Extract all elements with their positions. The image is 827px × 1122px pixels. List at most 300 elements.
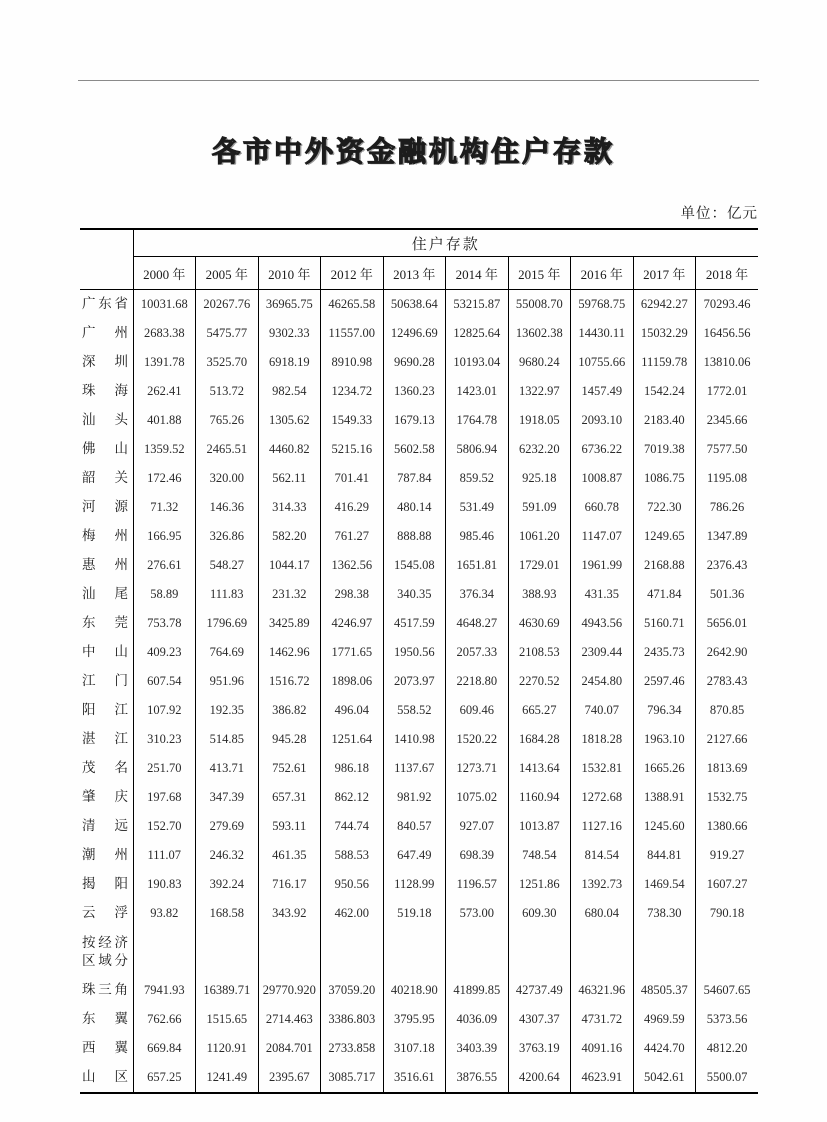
data-cell: 2454.80: [571, 667, 634, 696]
data-cell: 1362.56: [321, 551, 384, 580]
year-column-header: 2017 年: [633, 257, 696, 290]
data-cell: 3425.89: [258, 609, 321, 638]
data-cell: 607.54: [133, 667, 196, 696]
data-cell: 501.36: [696, 580, 759, 609]
data-cell: 2270.52: [508, 667, 571, 696]
year-column-header: 2013 年: [383, 257, 446, 290]
data-cell: 786.26: [696, 493, 759, 522]
data-cell: 1234.72: [321, 377, 384, 406]
row-label-cell: [80, 1063, 133, 1093]
data-cell: 36965.75: [258, 290, 321, 320]
data-cell: 1457.49: [571, 377, 634, 406]
data-cell: 320.00: [196, 464, 259, 493]
data-cell: [508, 928, 571, 976]
data-cell: 50638.64: [383, 290, 446, 320]
data-cell: 107.92: [133, 696, 196, 725]
data-cell: 46321.96: [571, 976, 634, 1005]
data-cell: 12496.69: [383, 319, 446, 348]
data-cell: 59768.75: [571, 290, 634, 320]
data-cell: 9680.24: [508, 348, 571, 377]
table-body: [80, 290, 758, 1094]
row-label-cell: [80, 1005, 133, 1034]
data-cell: 13810.06: [696, 348, 759, 377]
data-cell: 1127.16: [571, 812, 634, 841]
unit-label: 单位：亿元: [680, 206, 758, 222]
data-cell: 276.61: [133, 551, 196, 580]
data-cell: 279.69: [196, 812, 259, 841]
data-cell: 562.11: [258, 464, 321, 493]
row-label: 汕头: [82, 412, 128, 428]
data-cell: 1305.62: [258, 406, 321, 435]
data-cell: 2683.38: [133, 319, 196, 348]
data-cell: 6232.20: [508, 435, 571, 464]
data-cell: 4648.27: [446, 609, 509, 638]
data-cell: 461.35: [258, 841, 321, 870]
year-column-header: 2014 年: [446, 257, 509, 290]
row-label: 韶关: [82, 470, 128, 486]
row-label: 东翼: [82, 1011, 128, 1027]
data-cell: 1545.08: [383, 551, 446, 580]
row-label: 东莞: [82, 615, 128, 631]
data-cell: 981.92: [383, 783, 446, 812]
data-cell: 2714.463: [258, 1005, 321, 1034]
row-label-cell: [80, 464, 133, 493]
data-cell: 416.29: [321, 493, 384, 522]
data-cell: 7941.93: [133, 976, 196, 1005]
data-cell: 1241.49: [196, 1063, 259, 1093]
data-cell: 3386.803: [321, 1005, 384, 1034]
row-label-cell: [80, 493, 133, 522]
data-cell: [571, 928, 634, 976]
data-cell: [196, 928, 259, 976]
data-cell: 4424.70: [633, 1034, 696, 1063]
data-cell: 7019.38: [633, 435, 696, 464]
row-label-cell: [80, 435, 133, 464]
row-label-cell: [80, 290, 133, 320]
data-cell: 246.32: [196, 841, 259, 870]
data-cell: 1075.02: [446, 783, 509, 812]
table-row: [80, 435, 758, 464]
data-cell: [633, 928, 696, 976]
data-cell: 6736.22: [571, 435, 634, 464]
data-cell: 1684.28: [508, 725, 571, 754]
data-cell: 37059.20: [321, 976, 384, 1005]
row-label: 揭阳: [82, 876, 128, 892]
data-cell: 514.85: [196, 725, 259, 754]
table-row: [80, 667, 758, 696]
data-cell: 1607.27: [696, 870, 759, 899]
data-cell: 2465.51: [196, 435, 259, 464]
data-cell: 1013.87: [508, 812, 571, 841]
data-cell: 870.85: [696, 696, 759, 725]
data-cell: 1147.07: [571, 522, 634, 551]
data-cell: [383, 928, 446, 976]
table-row: [80, 493, 758, 522]
data-cell: 985.46: [446, 522, 509, 551]
data-cell: 3525.70: [196, 348, 259, 377]
data-cell: 4812.20: [696, 1034, 759, 1063]
data-cell: 582.20: [258, 522, 321, 551]
data-cell: 665.27: [508, 696, 571, 725]
table-row: [80, 406, 758, 435]
data-cell: 573.00: [446, 899, 509, 928]
data-cell: 2168.88: [633, 551, 696, 580]
data-cell: 1532.75: [696, 783, 759, 812]
data-cell: 4460.82: [258, 435, 321, 464]
year-column-header: 2005 年: [196, 257, 259, 290]
row-label: 湛江: [82, 731, 128, 747]
row-label: 按经济区域分: [82, 934, 128, 968]
row-label: 潮州: [82, 847, 128, 863]
data-cell: [321, 928, 384, 976]
row-label-cell: [80, 580, 133, 609]
table-row: [80, 348, 758, 377]
data-cell: 1272.68: [571, 783, 634, 812]
data-cell: 2642.90: [696, 638, 759, 667]
data-cell: 1359.52: [133, 435, 196, 464]
data-cell: 146.36: [196, 493, 259, 522]
year-column-header: 2000 年: [133, 257, 196, 290]
data-cell: [258, 928, 321, 976]
data-cell: 1391.78: [133, 348, 196, 377]
table-row: [80, 551, 758, 580]
row-label-cell: [80, 841, 133, 870]
group-header-row: [80, 229, 758, 257]
data-cell: 2084.701: [258, 1034, 321, 1063]
data-cell: 740.07: [571, 696, 634, 725]
row-label-cell: [80, 406, 133, 435]
data-cell: 376.34: [446, 580, 509, 609]
data-cell: 46265.58: [321, 290, 384, 320]
data-cell: 11159.78: [633, 348, 696, 377]
data-cell: 844.81: [633, 841, 696, 870]
data-cell: 3876.55: [446, 1063, 509, 1093]
data-cell: 1813.69: [696, 754, 759, 783]
data-cell: 558.52: [383, 696, 446, 725]
data-cell: 1120.91: [196, 1034, 259, 1063]
data-cell: 431.35: [571, 580, 634, 609]
data-cell: 7577.50: [696, 435, 759, 464]
data-cell: 1772.01: [696, 377, 759, 406]
data-cell: 8910.98: [321, 348, 384, 377]
data-cell: 925.18: [508, 464, 571, 493]
data-cell: 190.83: [133, 870, 196, 899]
table-row: [80, 812, 758, 841]
data-cell: 1273.71: [446, 754, 509, 783]
table-row: [80, 377, 758, 406]
data-cell: 20267.76: [196, 290, 259, 320]
row-label: 珠海: [82, 383, 128, 399]
data-cell: 951.96: [196, 667, 259, 696]
table-row: [80, 522, 758, 551]
row-label-cell: [80, 667, 133, 696]
data-cell: 753.78: [133, 609, 196, 638]
data-cell: 4036.09: [446, 1005, 509, 1034]
top-divider: [78, 80, 759, 81]
row-label: 汕尾: [82, 586, 128, 602]
data-cell: 591.09: [508, 493, 571, 522]
data-cell: 48505.37: [633, 976, 696, 1005]
data-cell: 1898.06: [321, 667, 384, 696]
data-cell: 4943.56: [571, 609, 634, 638]
row-label-cell: [80, 870, 133, 899]
table-row: [80, 783, 758, 812]
row-label-cell: [80, 551, 133, 580]
year-column-header: 2015 年: [508, 257, 571, 290]
table-row: [80, 319, 758, 348]
data-cell: 347.39: [196, 783, 259, 812]
data-cell: 1423.01: [446, 377, 509, 406]
data-cell: 1196.57: [446, 870, 509, 899]
data-cell: 3403.39: [446, 1034, 509, 1063]
data-cell: 716.17: [258, 870, 321, 899]
data-cell: 519.18: [383, 899, 446, 928]
table-row: [80, 1034, 758, 1063]
data-cell: 197.68: [133, 783, 196, 812]
data-cell: 1516.72: [258, 667, 321, 696]
data-cell: 14430.11: [571, 319, 634, 348]
data-cell: 2073.97: [383, 667, 446, 696]
data-cell: 93.82: [133, 899, 196, 928]
data-cell: 29770.920: [258, 976, 321, 1005]
data-cell: 888.88: [383, 522, 446, 551]
row-label: 中山: [82, 644, 128, 660]
data-cell: 647.49: [383, 841, 446, 870]
data-cell: 5215.16: [321, 435, 384, 464]
data-cell: 4307.37: [508, 1005, 571, 1034]
data-cell: 1137.67: [383, 754, 446, 783]
data-cell: 4623.91: [571, 1063, 634, 1093]
data-cell: 13602.38: [508, 319, 571, 348]
data-cell: 4091.16: [571, 1034, 634, 1063]
data-cell: 1249.65: [633, 522, 696, 551]
row-label: 肇庆: [82, 789, 128, 805]
data-cell: 986.18: [321, 754, 384, 783]
data-cell: 2376.43: [696, 551, 759, 580]
data-cell: 3795.95: [383, 1005, 446, 1034]
data-cell: 1251.86: [508, 870, 571, 899]
data-cell: 392.24: [196, 870, 259, 899]
data-cell: 192.35: [196, 696, 259, 725]
data-cell: 111.83: [196, 580, 259, 609]
data-cell: 814.54: [571, 841, 634, 870]
data-cell: 657.31: [258, 783, 321, 812]
data-cell: 1918.05: [508, 406, 571, 435]
data-cell: 927.07: [446, 812, 509, 841]
data-cell: 1469.54: [633, 870, 696, 899]
row-label: 惠州: [82, 557, 128, 573]
data-cell: 1542.24: [633, 377, 696, 406]
data-cell: 462.00: [321, 899, 384, 928]
data-cell: 859.52: [446, 464, 509, 493]
data-cell: 531.49: [446, 493, 509, 522]
data-cell: 5602.58: [383, 435, 446, 464]
data-cell: 1160.94: [508, 783, 571, 812]
group-header: 住户存款: [133, 229, 758, 257]
data-cell: 10031.68: [133, 290, 196, 320]
data-cell: 251.70: [133, 754, 196, 783]
data-cell: 58.89: [133, 580, 196, 609]
table-header: [80, 229, 758, 290]
data-cell: 2093.10: [571, 406, 634, 435]
data-cell: 1008.87: [571, 464, 634, 493]
year-column-header: 2018 年: [696, 257, 759, 290]
data-cell: 3107.18: [383, 1034, 446, 1063]
data-cell: 71.32: [133, 493, 196, 522]
data-cell: 1532.81: [571, 754, 634, 783]
data-cell: 588.53: [321, 841, 384, 870]
data-cell: 5475.77: [196, 319, 259, 348]
data-cell: 41899.85: [446, 976, 509, 1005]
table-row: [80, 580, 758, 609]
data-cell: 4200.64: [508, 1063, 571, 1093]
data-cell: 152.70: [133, 812, 196, 841]
data-cell: 10193.04: [446, 348, 509, 377]
data-cell: 2345.66: [696, 406, 759, 435]
data-cell: 752.61: [258, 754, 321, 783]
section-header-row: [80, 928, 758, 976]
data-cell: 1651.81: [446, 551, 509, 580]
data-cell: 840.57: [383, 812, 446, 841]
table-row: [80, 638, 758, 667]
data-cell: 2435.73: [633, 638, 696, 667]
data-cell: 326.86: [196, 522, 259, 551]
data-cell: 9690.28: [383, 348, 446, 377]
data-cell: 1360.23: [383, 377, 446, 406]
data-cell: 401.88: [133, 406, 196, 435]
data-cell: 5042.61: [633, 1063, 696, 1093]
data-cell: 3516.61: [383, 1063, 446, 1093]
data-cell: 12825.64: [446, 319, 509, 348]
data-cell: 1818.28: [571, 725, 634, 754]
data-cell: 765.26: [196, 406, 259, 435]
year-column-header: 2016 年: [571, 257, 634, 290]
data-cell: 1549.33: [321, 406, 384, 435]
data-cell: 5160.71: [633, 609, 696, 638]
data-cell: 16456.56: [696, 319, 759, 348]
data-cell: 1796.69: [196, 609, 259, 638]
data-cell: 1771.65: [321, 638, 384, 667]
data-cell: 762.66: [133, 1005, 196, 1034]
data-cell: 1322.97: [508, 377, 571, 406]
row-label-cell: [80, 1034, 133, 1063]
row-label: 阳江: [82, 702, 128, 718]
data-cell: 5806.94: [446, 435, 509, 464]
row-label: 珠三角: [82, 982, 128, 998]
data-cell: 496.04: [321, 696, 384, 725]
data-cell: 2783.43: [696, 667, 759, 696]
data-cell: 5500.07: [696, 1063, 759, 1093]
data-cell: 744.74: [321, 812, 384, 841]
row-label: 广州: [82, 325, 128, 341]
row-label-cell: [80, 377, 133, 406]
data-cell: 680.04: [571, 899, 634, 928]
table-row: [80, 725, 758, 754]
deposits-table: [80, 228, 758, 1094]
table-row: [80, 696, 758, 725]
row-label: 佛山: [82, 441, 128, 457]
row-label-cell: [80, 754, 133, 783]
data-cell: 4246.97: [321, 609, 384, 638]
data-cell: 764.69: [196, 638, 259, 667]
data-cell: 1380.66: [696, 812, 759, 841]
data-cell: 4731.72: [571, 1005, 634, 1034]
data-cell: 1251.64: [321, 725, 384, 754]
row-label: 江门: [82, 673, 128, 689]
data-cell: 548.27: [196, 551, 259, 580]
data-cell: 1392.73: [571, 870, 634, 899]
data-cell: 1410.98: [383, 725, 446, 754]
data-cell: 698.39: [446, 841, 509, 870]
data-cell: 386.82: [258, 696, 321, 725]
row-label-cell: [80, 348, 133, 377]
table-row: [80, 841, 758, 870]
data-cell: 982.54: [258, 377, 321, 406]
data-cell: 53215.87: [446, 290, 509, 320]
data-cell: 340.35: [383, 580, 446, 609]
year-header-row: [80, 257, 758, 290]
data-cell: 409.23: [133, 638, 196, 667]
data-cell: 9302.33: [258, 319, 321, 348]
data-cell: 738.30: [633, 899, 696, 928]
row-label-cell: [80, 522, 133, 551]
data-cell: 3085.717: [321, 1063, 384, 1093]
data-cell: 722.30: [633, 493, 696, 522]
row-label: 河源: [82, 499, 128, 515]
data-cell: 2309.44: [571, 638, 634, 667]
data-cell: [133, 928, 196, 976]
data-cell: 1061.20: [508, 522, 571, 551]
data-cell: 2218.80: [446, 667, 509, 696]
data-cell: 513.72: [196, 377, 259, 406]
data-cell: 480.14: [383, 493, 446, 522]
data-cell: 1388.91: [633, 783, 696, 812]
data-cell: 40218.90: [383, 976, 446, 1005]
row-label: 山区: [82, 1069, 128, 1085]
data-cell: 1665.26: [633, 754, 696, 783]
row-label-cell: [80, 928, 133, 976]
data-cell: 862.12: [321, 783, 384, 812]
page-title: 各市中外资金融机构住户存款: [211, 137, 615, 168]
row-label: 茂名: [82, 760, 128, 776]
year-column-header: 2012 年: [321, 257, 384, 290]
data-cell: 2733.858: [321, 1034, 384, 1063]
data-cell: 593.11: [258, 812, 321, 841]
table-row: [80, 870, 758, 899]
data-cell: 1245.60: [633, 812, 696, 841]
data-cell: 231.32: [258, 580, 321, 609]
data-cell: 70293.46: [696, 290, 759, 320]
table-row: [80, 1063, 758, 1093]
data-cell: 1679.13: [383, 406, 446, 435]
table-row: [80, 899, 758, 928]
data-cell: 669.84: [133, 1034, 196, 1063]
data-cell: 55008.70: [508, 290, 571, 320]
data-cell: 1520.22: [446, 725, 509, 754]
data-cell: 796.34: [633, 696, 696, 725]
row-label-cell: [80, 812, 133, 841]
data-cell: 2127.66: [696, 725, 759, 754]
row-label-cell: [80, 725, 133, 754]
table-row: [80, 290, 758, 320]
table-row: [80, 464, 758, 493]
data-cell: 314.33: [258, 493, 321, 522]
data-cell: 1347.89: [696, 522, 759, 551]
data-cell: 1413.64: [508, 754, 571, 783]
data-cell: 1950.56: [383, 638, 446, 667]
row-label-cell: [80, 319, 133, 348]
data-cell: 2395.67: [258, 1063, 321, 1093]
